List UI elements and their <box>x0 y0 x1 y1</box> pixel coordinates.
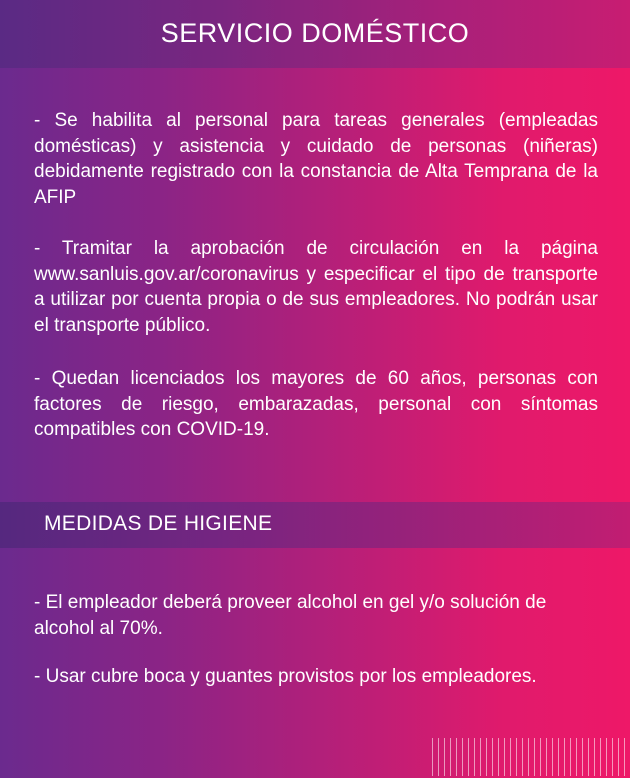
section-title: MEDIDAS DE HIGIENE <box>44 512 273 535</box>
paragraph-habilitacion: - Se habilita al personal para tareas generales (empleadas domésticas) y asistencia y cuidado de personas (niñeras) debidamente registrado con la constancia de Alta Temprana de la AFIP <box>34 110 598 208</box>
page-title: SERVICIO DOMÉSTICO <box>160 18 470 48</box>
decorative-stripes <box>432 738 626 776</box>
paragraph-licencias: - Quedan licenciados los mayores de 60 años, personas con factores de riesgo, embarazadas, personal con síntomas compatibles con COVID-19. <box>34 368 598 440</box>
paragraph-tramite: - Tramitar la aprobación de circulación en la página www.sanluis.gov.ar/coronavirus y especificar el tipo de transporte a utilizar por cuenta propia o de sus empleadores. No podrán usar el transporte público. <box>34 238 598 336</box>
list-item-alcohol: - El empleador deberá proveer alcohol en gel y/o solución de alcohol al 70%. <box>34 592 547 639</box>
list-item-guantes: - Usar cubre boca y guantes provistos por los empleadores. <box>34 666 537 687</box>
